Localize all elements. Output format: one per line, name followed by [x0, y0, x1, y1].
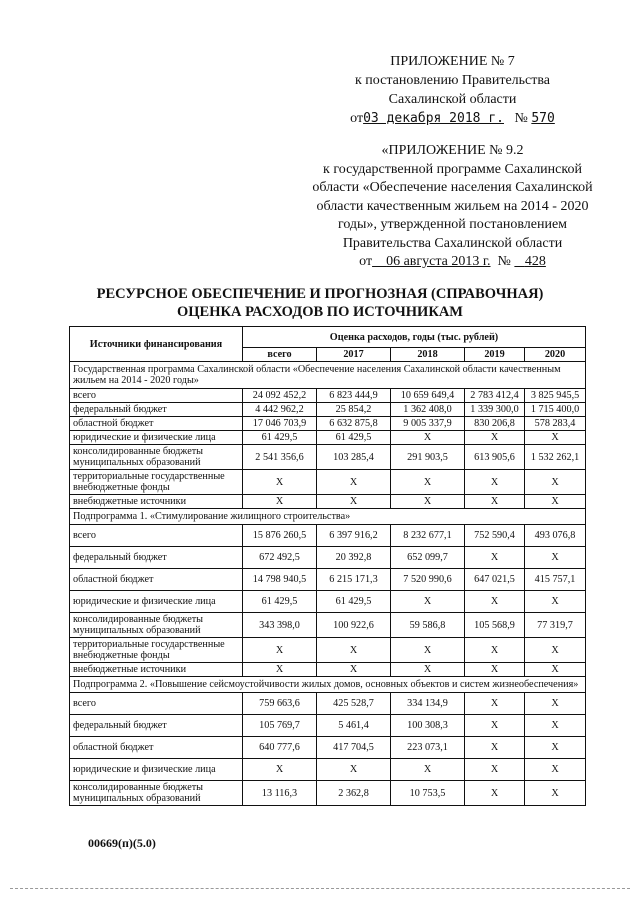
- row-value-cell: 6 397 916,2: [317, 525, 391, 547]
- table-row: [70, 663, 586, 677]
- annex2-body: к государственной программе Сахалинской области «Обеспечение населения Сахалинской области качественным жильем на 2014 - 2020 годы», утвержденной постановлением Правительства Сахалинской области: [312, 161, 593, 251]
- expenditure-table: [69, 326, 586, 806]
- row-value-cell: 1 532 262,1: [525, 445, 586, 470]
- row-source-cell: всего: [70, 525, 243, 547]
- row-value-cell: 20 392,8: [317, 547, 391, 569]
- row-value-cell: Х: [525, 638, 586, 663]
- row-value-cell: Х: [317, 495, 391, 509]
- row-value-cell: Х: [391, 470, 465, 495]
- row-source-cell: консолидированные бюджеты муниципальных образований: [70, 613, 243, 638]
- row-source-cell: юридические и физические лица: [70, 591, 243, 613]
- row-value-cell: 415 757,1: [525, 569, 586, 591]
- row-value-cell: Х: [465, 715, 525, 737]
- row-value-cell: Х: [317, 470, 391, 495]
- row-source-cell: внебюджетные источники: [70, 663, 243, 677]
- document-title: РЕСУРСНОЕ ОБЕСПЕЧЕНИЕ И ПРОГНОЗНАЯ (СПРАВОЧНАЯ) ОЦЕНКА РАСХОДОВ ПО ИСТОЧНИКАМ: [96, 286, 544, 320]
- row-source-cell: федеральный бюджет: [70, 547, 243, 569]
- row-source-cell: областной бюджет: [70, 737, 243, 759]
- row-value-cell: Х: [391, 495, 465, 509]
- row-value-cell: 425 528,7: [317, 693, 391, 715]
- row-value-cell: 7 520 990,6: [391, 569, 465, 591]
- row-source-cell: областной бюджет: [70, 569, 243, 591]
- row-value-cell: 291 903,5: [391, 445, 465, 470]
- row-value-cell: Х: [391, 431, 465, 445]
- row-value-cell: 61 429,5: [243, 431, 317, 445]
- row-value-cell: Х: [465, 759, 525, 781]
- row-source-cell: юридические и физические лица: [70, 759, 243, 781]
- row-value-cell: 61 429,5: [243, 591, 317, 613]
- row-value-cell: 640 777,6: [243, 737, 317, 759]
- row-value-cell: Х: [391, 591, 465, 613]
- handwritten-number: 570: [531, 111, 555, 126]
- row-value-cell: 25 854,2: [317, 403, 391, 417]
- row-value-cell: 61 429,5: [317, 431, 391, 445]
- section-title: Государственная программа Сахалинской области «Обеспечение населения Сахалинской области качественным жильем на 2014 - 2020 годы»: [70, 362, 586, 389]
- table-row: [70, 715, 586, 737]
- table-row: [70, 591, 586, 613]
- row-value-cell: 2 362,8: [317, 781, 391, 806]
- row-value-cell: Х: [465, 693, 525, 715]
- table-row: [70, 403, 586, 417]
- row-value-cell: 830 206,8: [465, 417, 525, 431]
- row-value-cell: 15 876 260,5: [243, 525, 317, 547]
- row-value-cell: 5 461,4: [317, 715, 391, 737]
- section-title: Подпрограмма 2. «Повышение сейсмоустойчивости жилых домов, основных объектов и систем жизнеобеспечения»: [70, 677, 586, 693]
- table-row: [70, 431, 586, 445]
- row-value-cell: Х: [465, 781, 525, 806]
- col-year-header: 2019: [465, 348, 525, 362]
- row-value-cell: Х: [465, 638, 525, 663]
- annex2-date-line: от 06 августа 2013 г. № 428: [359, 254, 546, 269]
- table-row: [70, 693, 586, 715]
- row-value-cell: Х: [525, 715, 586, 737]
- annex-header: [300, 52, 605, 128]
- row-value-cell: Х: [391, 663, 465, 677]
- row-value-cell: Х: [243, 663, 317, 677]
- annex2-header: [300, 142, 605, 272]
- table-row: [70, 781, 586, 806]
- table-row: [70, 389, 586, 403]
- row-value-cell: 105 568,9: [465, 613, 525, 638]
- row-value-cell: 493 076,8: [525, 525, 586, 547]
- table-row: [70, 638, 586, 663]
- handwritten-date: 03 декабря 2018 г.: [363, 111, 504, 126]
- row-value-cell: 1 339 300,0: [465, 403, 525, 417]
- row-value-cell: Х: [465, 663, 525, 677]
- row-value-cell: 100 308,3: [391, 715, 465, 737]
- row-value-cell: Х: [525, 759, 586, 781]
- annex-date-line: от03 декабря 2018 г. № 570: [350, 111, 555, 126]
- row-value-cell: Х: [525, 495, 586, 509]
- row-source-cell: федеральный бюджет: [70, 715, 243, 737]
- section-row: [70, 509, 586, 525]
- row-value-cell: Х: [243, 759, 317, 781]
- row-value-cell: 578 283,4: [525, 417, 586, 431]
- row-source-cell: всего: [70, 389, 243, 403]
- row-value-cell: Х: [525, 470, 586, 495]
- row-value-cell: 1 362 408,0: [391, 403, 465, 417]
- row-value-cell: 100 922,6: [317, 613, 391, 638]
- row-value-cell: Х: [317, 759, 391, 781]
- row-source-cell: всего: [70, 693, 243, 715]
- row-value-cell: 343 398,0: [243, 613, 317, 638]
- row-value-cell: 223 073,1: [391, 737, 465, 759]
- row-value-cell: 24 092 452,2: [243, 389, 317, 403]
- annex2-number: 428: [524, 254, 546, 269]
- annex-line3: Сахалинской области: [388, 92, 517, 107]
- row-value-cell: 77 319,7: [525, 613, 586, 638]
- row-value-cell: Х: [391, 638, 465, 663]
- row-value-cell: 17 046 703,9: [243, 417, 317, 431]
- table-row: [70, 613, 586, 638]
- row-value-cell: 13 116,3: [243, 781, 317, 806]
- row-value-cell: Х: [243, 638, 317, 663]
- row-value-cell: Х: [525, 781, 586, 806]
- table-row: [70, 417, 586, 431]
- row-value-cell: Х: [465, 495, 525, 509]
- row-value-cell: Х: [465, 470, 525, 495]
- col-year-header: всего: [243, 348, 317, 362]
- row-value-cell: Х: [525, 591, 586, 613]
- row-source-cell: консолидированные бюджеты муниципальных образований: [70, 445, 243, 470]
- row-value-cell: 652 099,7: [391, 547, 465, 569]
- table-row: [70, 525, 586, 547]
- row-value-cell: 759 663,6: [243, 693, 317, 715]
- row-value-cell: 14 798 940,5: [243, 569, 317, 591]
- table-body: [70, 362, 586, 806]
- table-row: [70, 547, 586, 569]
- table-row: [70, 470, 586, 495]
- row-value-cell: 4 442 962,2: [243, 403, 317, 417]
- col-year-header: 2018: [391, 348, 465, 362]
- table-row: [70, 737, 586, 759]
- table-row: [70, 495, 586, 509]
- section-row: [70, 677, 586, 693]
- annex-line2: к постановлению Правительства: [354, 73, 551, 88]
- row-value-cell: 105 769,7: [243, 715, 317, 737]
- col-estimate-header: Оценка расходов, годы (тыс. рублей): [243, 327, 586, 348]
- row-source-cell: внебюджетные источники: [70, 495, 243, 509]
- table-row: [70, 445, 586, 470]
- row-source-cell: областной бюджет: [70, 417, 243, 431]
- table-row: [70, 759, 586, 781]
- row-value-cell: 10 753,5: [391, 781, 465, 806]
- row-value-cell: Х: [317, 638, 391, 663]
- row-source-cell: территориальные государственные внебюджетные фонды: [70, 638, 243, 663]
- row-value-cell: 6 823 444,9: [317, 389, 391, 403]
- row-value-cell: 2 541 356,6: [243, 445, 317, 470]
- footer-code: 00669(п)(5.0): [88, 836, 156, 850]
- row-value-cell: Х: [317, 663, 391, 677]
- row-value-cell: Х: [525, 737, 586, 759]
- row-value-cell: Х: [465, 591, 525, 613]
- col-year-header: 2020: [525, 348, 586, 362]
- row-value-cell: 672 492,5: [243, 547, 317, 569]
- row-value-cell: 59 586,8: [391, 613, 465, 638]
- row-value-cell: 6 215 171,3: [317, 569, 391, 591]
- row-value-cell: 334 134,9: [391, 693, 465, 715]
- row-value-cell: Х: [465, 547, 525, 569]
- row-value-cell: 3 825 945,5: [525, 389, 586, 403]
- row-value-cell: 10 659 649,4: [391, 389, 465, 403]
- table-row: [70, 569, 586, 591]
- col-source-header: Источники финансирования: [70, 327, 243, 362]
- section-title: Подпрограмма 1. «Стимулирование жилищного строительства»: [70, 509, 586, 525]
- row-value-cell: Х: [243, 470, 317, 495]
- row-value-cell: Х: [525, 431, 586, 445]
- col-year-header: 2017: [317, 348, 391, 362]
- row-value-cell: Х: [525, 693, 586, 715]
- row-value-cell: Х: [465, 431, 525, 445]
- row-value-cell: Х: [391, 759, 465, 781]
- row-value-cell: 9 005 337,9: [391, 417, 465, 431]
- row-value-cell: Х: [243, 495, 317, 509]
- row-source-cell: федеральный бюджет: [70, 403, 243, 417]
- section-row: [70, 362, 586, 389]
- row-value-cell: 6 632 875,8: [317, 417, 391, 431]
- row-source-cell: консолидированные бюджеты муниципальных образований: [70, 781, 243, 806]
- row-value-cell: 1 715 400,0: [525, 403, 586, 417]
- row-value-cell: 8 232 677,1: [391, 525, 465, 547]
- row-source-cell: территориальные государственные внебюджетные фонды: [70, 470, 243, 495]
- annex-number: ПРИЛОЖЕНИЕ № 7: [390, 54, 515, 69]
- row-value-cell: Х: [525, 547, 586, 569]
- row-value-cell: 61 429,5: [317, 591, 391, 613]
- row-value-cell: 613 905,6: [465, 445, 525, 470]
- row-value-cell: Х: [465, 737, 525, 759]
- row-value-cell: 647 021,5: [465, 569, 525, 591]
- row-value-cell: 2 783 412,4: [465, 389, 525, 403]
- row-value-cell: 417 704,5: [317, 737, 391, 759]
- page-bottom-rule: [10, 888, 630, 889]
- row-value-cell: Х: [525, 663, 586, 677]
- row-source-cell: юридические и физические лица: [70, 431, 243, 445]
- annex2-date: 06 августа 2013 г.: [386, 254, 491, 269]
- annex2-title: «ПРИЛОЖЕНИЕ № 9.2: [381, 143, 524, 158]
- row-value-cell: 103 285,4: [317, 445, 391, 470]
- row-value-cell: 752 590,4: [465, 525, 525, 547]
